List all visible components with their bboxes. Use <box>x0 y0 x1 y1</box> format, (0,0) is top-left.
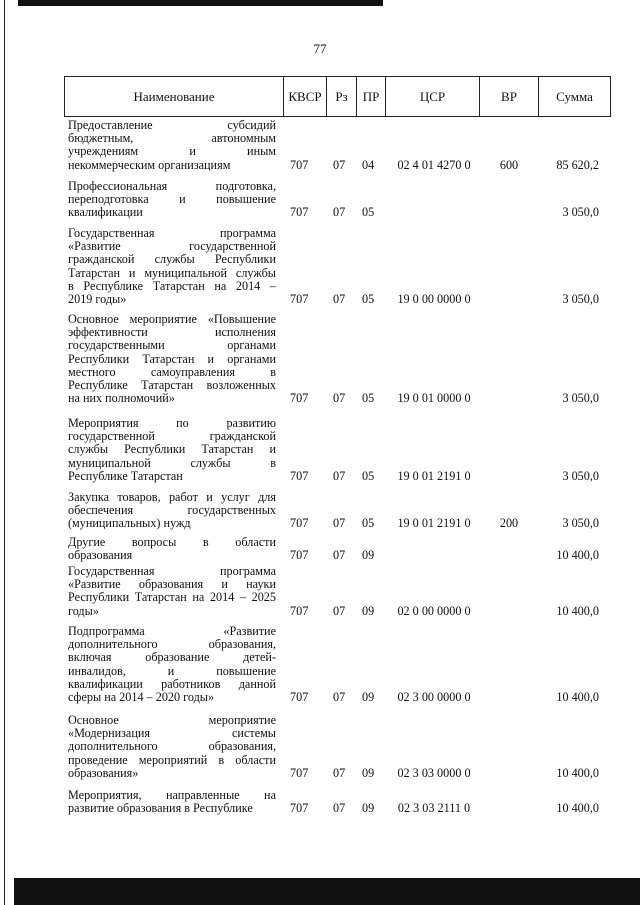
cell-rz: 07 <box>333 516 346 531</box>
cell-csr: 02 4 01 4270 0 <box>397 157 471 172</box>
table-row <box>64 565 611 618</box>
row-name <box>68 180 276 220</box>
cell-csr: 02 3 03 2111 0 <box>397 801 471 816</box>
header-rz: Рз <box>326 77 356 116</box>
row-name-line: службы Республики Татарстан и <box>68 442 276 457</box>
row-name-line: образования» <box>68 765 139 780</box>
row-name-line: проведение мероприятий в области <box>68 752 276 767</box>
cell-kvsr: 707 <box>290 548 309 563</box>
row-name-line: Республики Татарстан и органами <box>68 351 276 366</box>
row-name-line: 2019 годы» <box>68 292 127 307</box>
header-kvsr: КВСР <box>283 77 326 116</box>
cell-pr: 05 <box>362 516 375 531</box>
header-name: Наименование <box>133 88 215 104</box>
cell-rz: 07 <box>333 765 346 780</box>
cell-csr: 02 3 03 0000 0 <box>397 765 471 780</box>
table-row <box>64 417 611 483</box>
row-name-line: «Развитие государственной <box>68 239 276 254</box>
row-name-line: бюджетным, автономным <box>68 131 276 146</box>
cell-csr: 02 0 00 0000 0 <box>397 603 471 618</box>
cell-rz: 07 <box>333 801 346 816</box>
cell-pr: 05 <box>362 205 375 220</box>
cell-vr: 200 <box>499 516 519 531</box>
cell-sum: 3 050,0 <box>562 205 599 220</box>
cell-pr: 05 <box>362 468 375 483</box>
row-name-line: дополнительного образования, <box>68 739 276 754</box>
row-name-line: квалификации <box>68 205 143 220</box>
cell-rz: 07 <box>333 690 346 704</box>
row-name <box>68 714 276 780</box>
table-row <box>64 180 611 220</box>
cell-kvsr: 707 <box>290 468 309 483</box>
scan-edge-top <box>18 0 383 6</box>
row-name-line: на них полномочий» <box>68 391 175 406</box>
cell-pr: 09 <box>362 603 375 618</box>
header-sum: Сумма <box>538 77 610 116</box>
row-name-line: Другие вопросы в области <box>68 535 276 549</box>
cell-rz: 07 <box>333 205 346 220</box>
row-name-line: Республике Татарстан возложенных <box>68 378 276 393</box>
row-name <box>68 417 276 483</box>
header-vr: ВР <box>479 77 538 116</box>
row-name-line: «Развитие образования и науки <box>68 577 276 592</box>
row-name-line: в Республике Татарстан на 2014 – <box>68 278 276 293</box>
row-name-line: (муниципальных) нужд <box>68 516 191 531</box>
cell-kvsr: 707 <box>290 690 309 704</box>
row-name-line: местного самоуправления в <box>68 364 276 379</box>
row-name-line: учреждениям и иным <box>68 144 276 159</box>
row-name-line: переподготовка и повышение <box>68 192 276 207</box>
cell-rz: 07 <box>333 468 346 483</box>
cell-kvsr: 707 <box>290 292 309 306</box>
row-name-line: дополнительного образования, <box>68 637 276 652</box>
row-name-line: Профессиональная подготовка, <box>68 179 276 193</box>
table-row <box>64 714 611 780</box>
row-name <box>68 565 276 618</box>
row-name <box>68 625 276 704</box>
cell-csr: 19 0 01 2191 0 <box>397 468 471 483</box>
row-name-line: эффективности исполнения <box>68 325 276 340</box>
cell-pr: 04 <box>362 157 375 172</box>
row-name-line: обеспечения государственных <box>68 503 276 518</box>
row-name <box>68 491 276 531</box>
scan-edge-bottom <box>14 878 640 905</box>
cell-kvsr: 707 <box>290 765 309 780</box>
row-name <box>68 119 276 172</box>
row-name-line: Закупка товаров, работ и услуг для <box>68 490 276 504</box>
cell-rz: 07 <box>333 603 346 618</box>
row-name-line: включая образование детей- <box>68 650 276 665</box>
row-name-line: гражданской службы Республики <box>68 252 276 267</box>
row-name-line: Республике Татарстан <box>68 468 183 483</box>
cell-pr: 09 <box>362 765 375 780</box>
cell-kvsr: 707 <box>290 205 309 220</box>
cell-pr: 05 <box>362 391 375 406</box>
table-row <box>64 119 611 172</box>
cell-sum: 3 050,0 <box>562 516 599 531</box>
header-pr: ПР <box>356 77 385 116</box>
table-row <box>64 313 611 405</box>
table-row <box>64 491 611 531</box>
row-name <box>68 313 276 405</box>
row-name-line: Государственная программа <box>68 564 276 578</box>
row-name-line: муниципальной службы в <box>68 455 276 470</box>
cell-csr: 19 0 00 0000 0 <box>397 292 471 306</box>
cell-csr: 02 3 00 0000 0 <box>397 690 471 704</box>
cell-rz: 07 <box>333 157 346 172</box>
table-row <box>64 536 611 562</box>
table-header <box>64 76 611 117</box>
row-name-line: Татарстан и муниципальной службы <box>68 265 276 280</box>
row-name-line: Предоставление субсидий <box>68 118 276 132</box>
row-name <box>68 227 276 306</box>
row-name-line: государственной гражданской <box>68 429 276 444</box>
row-name-line: Республики Татарстан на 2014 – 2025 <box>68 590 276 605</box>
cell-kvsr: 707 <box>290 801 309 816</box>
row-name-line: Основное мероприятие «Повышение <box>68 312 276 326</box>
row-name-line: развитие образования в Республике <box>68 801 253 816</box>
row-name-line: «Модернизация системы <box>68 726 276 741</box>
scan-edge-left <box>0 0 14 905</box>
cell-kvsr: 707 <box>290 157 309 172</box>
cell-pr: 09 <box>362 548 375 563</box>
table-row <box>64 789 611 815</box>
cell-vr: 600 <box>499 157 519 172</box>
cell-rz: 07 <box>333 548 346 563</box>
cell-sum: 3 050,0 <box>562 391 599 406</box>
cell-sum: 3 050,0 <box>562 468 599 483</box>
row-name <box>68 789 276 815</box>
row-name-line: сферы на 2014 – 2020 годы» <box>68 690 215 705</box>
row-name-line: инвалидов, и повышение <box>68 663 276 678</box>
row-name-line: Государственная программа <box>68 226 276 240</box>
row-name <box>68 536 276 562</box>
cell-pr: 05 <box>362 292 375 306</box>
cell-sum: 10 400,0 <box>556 765 599 780</box>
cell-sum: 85 620,2 <box>556 157 599 172</box>
cell-pr: 09 <box>362 690 375 704</box>
row-name-line: Мероприятия, направленные на <box>68 788 276 802</box>
cell-pr: 09 <box>362 801 375 816</box>
row-name-line: Мероприятия по развитию <box>68 416 276 430</box>
cell-sum: 10 400,0 <box>556 548 599 563</box>
row-name-line: квалификации работников данной <box>68 676 276 691</box>
cell-sum: 3 050,0 <box>562 292 599 306</box>
cell-kvsr: 707 <box>290 603 309 618</box>
cell-sum: 10 400,0 <box>556 603 599 618</box>
cell-csr: 19 0 01 0000 0 <box>397 391 471 406</box>
row-name-line: образования <box>68 548 133 563</box>
row-name-line: Основное мероприятие <box>68 713 276 727</box>
cell-csr: 19 0 01 2191 0 <box>397 516 471 531</box>
row-name-line: некоммерческим организациям <box>68 157 231 172</box>
row-name-line: Подпрограмма «Развитие <box>68 624 276 638</box>
cell-rz: 07 <box>333 391 346 406</box>
page-number: 77 <box>313 41 327 56</box>
cell-sum: 10 400,0 <box>556 690 599 704</box>
row-name-line: государственными органами <box>68 338 276 353</box>
cell-rz: 07 <box>333 292 346 306</box>
row-name-line: годы» <box>68 603 99 618</box>
cell-sum: 10 400,0 <box>556 801 599 816</box>
header-csr: ЦСР <box>385 77 479 116</box>
table-row <box>64 625 611 704</box>
table-row <box>64 227 611 306</box>
cell-kvsr: 707 <box>290 516 309 531</box>
cell-kvsr: 707 <box>290 391 309 406</box>
